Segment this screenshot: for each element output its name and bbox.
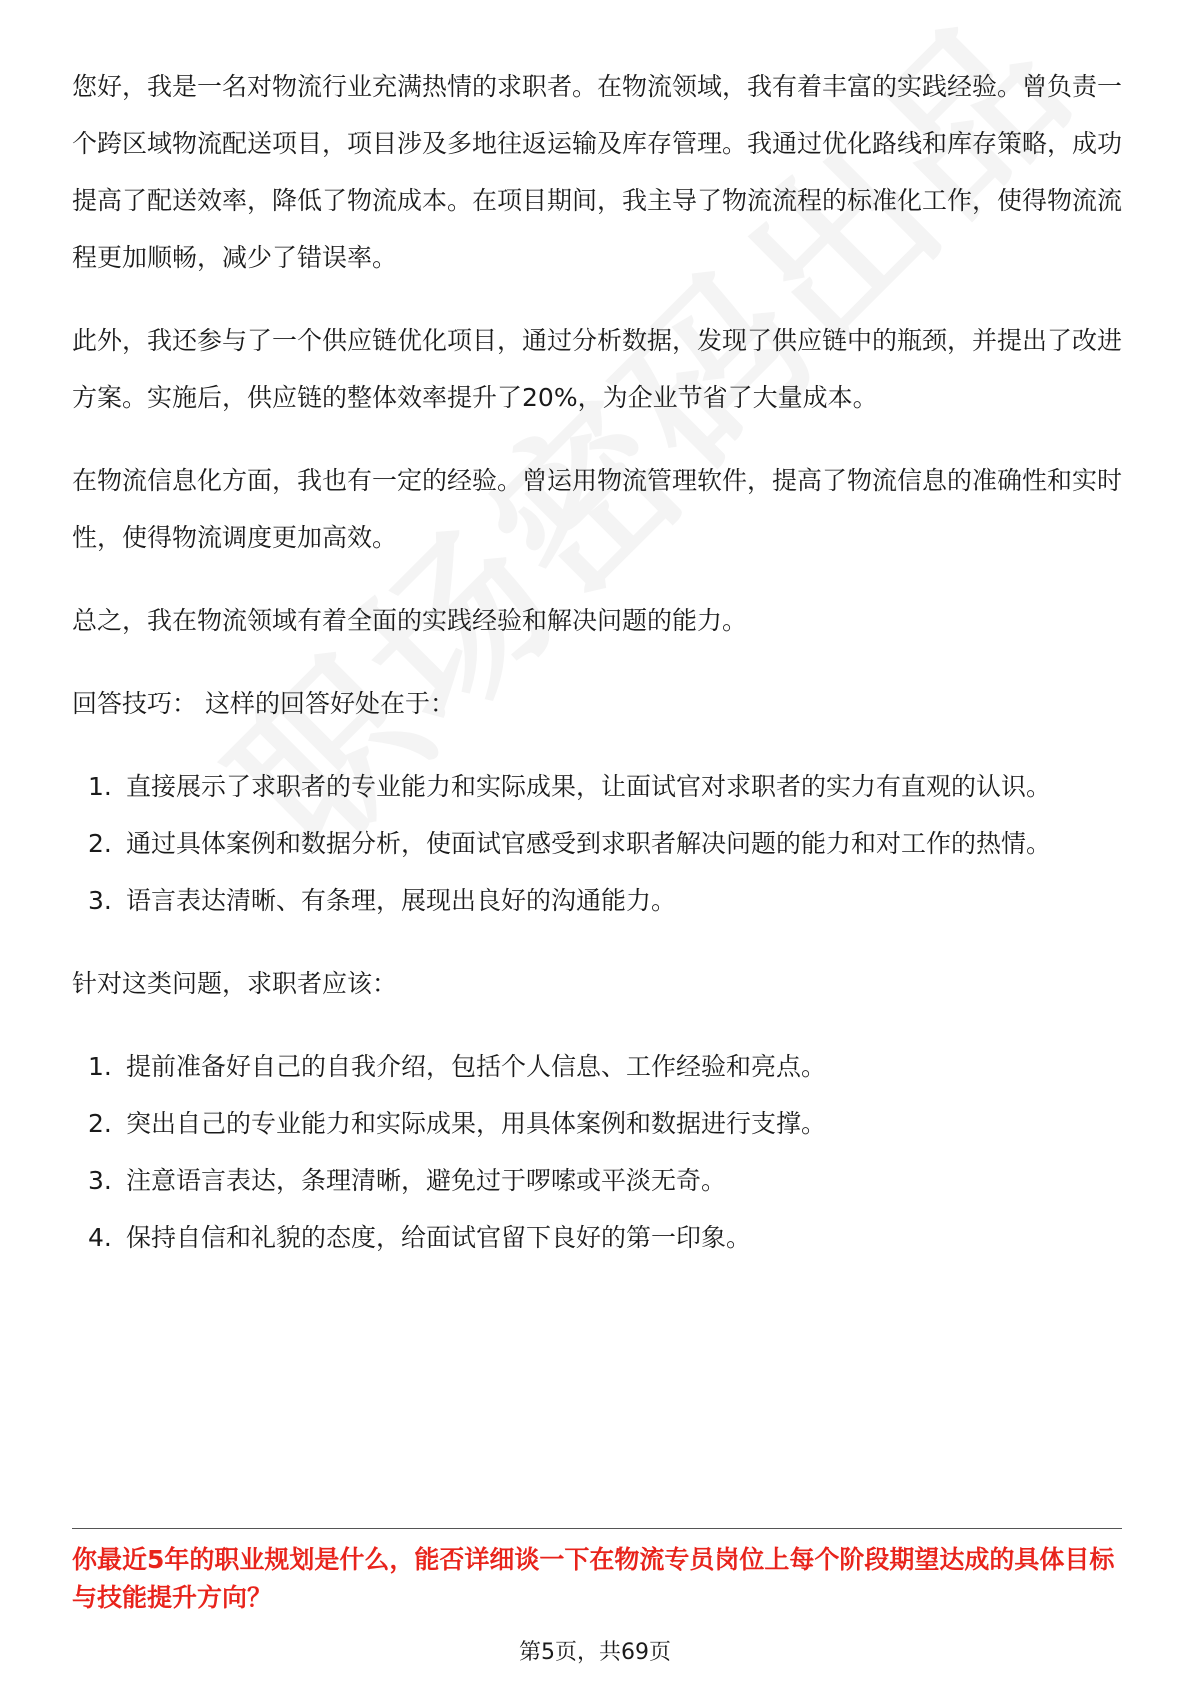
answer-paragraph: 您好，我是一名对物流行业充满热情的求职者。在物流领域，我有着丰富的实践经验。曾负责一个跨区域物流配送项目，项目涉及多地往返运输及库存管理。我通过优化路线和库存策略，成功提高了配送效率，降低了物流成本。在项目期间，我主导了物流流程的标准化工作，使得物流流程更加顺畅，减少了错误率。 — [72, 72, 1123, 272]
tips-list — [72, 758, 1122, 929]
list-number: 2. — [88, 1109, 112, 1138]
list-item-text: 保持自信和礼貌的态度，给面试官留下良好的第一印象。 — [126, 1223, 752, 1252]
list-item-text: 突出自己的专业能力和实际成果，用具体案例和数据进行支撑。 — [126, 1109, 827, 1138]
list-number: 4. — [88, 1223, 112, 1252]
list-item — [72, 1152, 1122, 1209]
list-number: 1. — [88, 772, 112, 801]
tips-heading: 回答技巧： 这样的回答好处在于： — [72, 689, 455, 718]
list-item — [72, 1209, 1122, 1266]
page-footer: 第5页，共69页 — [519, 1640, 671, 1665]
answer-paragraph: 总之，我在物流领域有着全面的实践经验和解决问题的能力。 — [72, 606, 748, 635]
list-item-text: 注意语言表达，条理清晰，避免过于啰嗦或平淡无奇。 — [126, 1166, 727, 1195]
document-body — [72, 58, 1122, 1266]
list-number: 3. — [88, 886, 112, 915]
section-divider — [72, 1528, 1122, 1529]
answer-paragraph: 此外，我还参与了一个供应链优化项目，通过分析数据，发现了供应链中的瓶颈，并提出了改进方案。实施后，供应链的整体效率提升了20%，为企业节省了大量成本。 — [72, 326, 1123, 412]
list-item — [72, 1038, 1122, 1095]
list-number: 2. — [88, 829, 112, 858]
list-number: 1. — [88, 1052, 112, 1081]
advice-list — [72, 1038, 1122, 1266]
next-question-heading: 你最近5年的职业规划是什么，能否详细谈一下在物流专员岗位上每个阶段期望达成的具体目标与技能提升方向？ — [72, 1545, 1115, 1612]
list-item — [72, 815, 1122, 872]
list-item-text: 提前准备好自己的自我介绍，包括个人信息、工作经验和亮点。 — [126, 1052, 827, 1081]
list-item-text: 语言表达清晰、有条理，展现出良好的沟通能力。 — [126, 886, 677, 915]
advice-heading: 针对这类问题，求职者应该： — [72, 969, 398, 998]
list-item-text: 直接展示了求职者的专业能力和实际成果，让面试官对求职者的实力有直观的认识。 — [126, 772, 1052, 801]
list-item-text: 通过具体案例和数据分析，使面试官感受到求职者解决问题的能力和对工作的热情。 — [126, 829, 1052, 858]
list-item — [72, 872, 1122, 929]
answer-paragraph: 在物流信息化方面，我也有一定的经验。曾运用物流管理软件，提高了物流信息的准确性和实时性，使得物流调度更加高效。 — [72, 466, 1123, 552]
list-number: 3. — [88, 1166, 112, 1195]
list-item — [72, 1095, 1122, 1152]
list-item — [72, 758, 1122, 815]
